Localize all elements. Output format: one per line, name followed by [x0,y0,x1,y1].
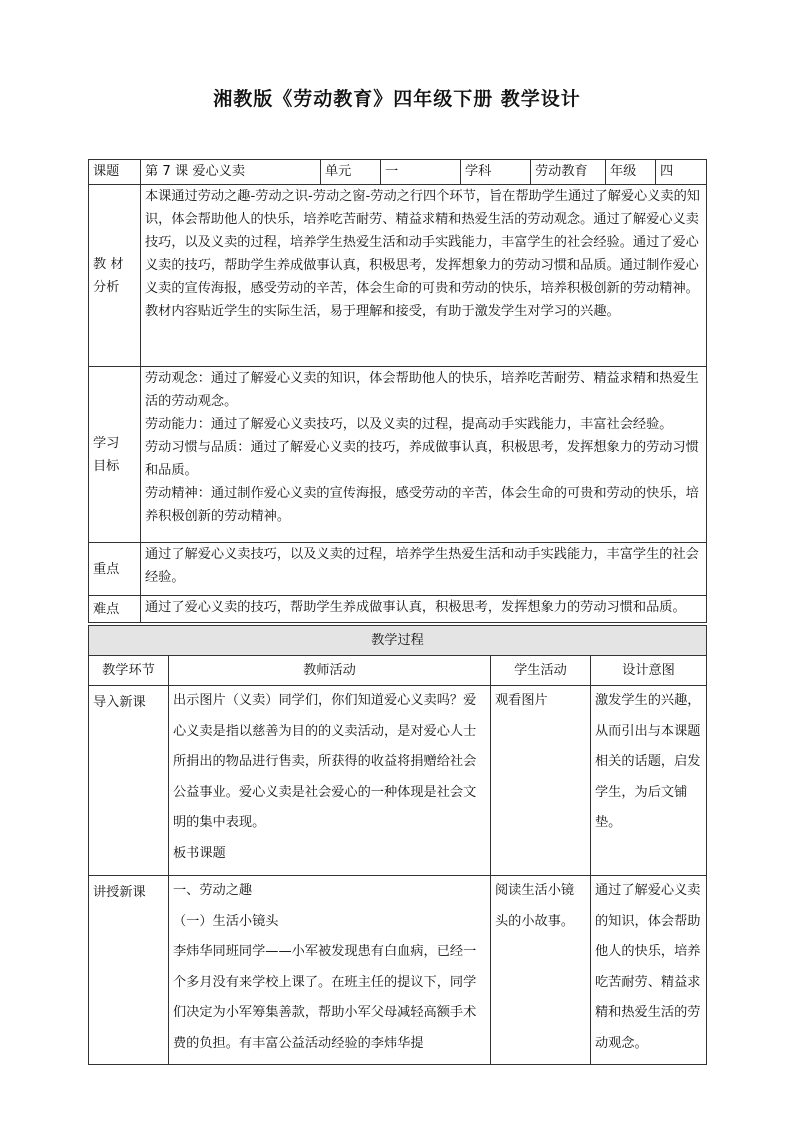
column-header-teacher: 教师活动 [169,656,491,686]
process-row-new-lesson [89,876,707,1065]
subject-value: 劳动教育 [531,160,606,185]
grade-label: 年级 [606,160,656,185]
analysis-row [89,185,707,367]
analysis-text: 本课通过劳动之趣-劳动之识-劳动之窗-劳动之行四个环节，旨在帮助学生通过了解爱心义卖的知识，体会帮助他人的快乐，培养吃苦耐劳、精益求精和热爱生活的劳动观念。通过了解爱心义卖技巧，以及义卖的过程，培养学生热爱生活和动手实践能力，丰富学生的社会经验。通过了爱心义卖的技巧，帮助学生养成做事认真，积极思考，发挥想象力的劳动习惯和品质。通过制作爱心义卖的宣传海报，感受劳动的辛苦，体会生命的可贵和劳动的快乐，培养积极创新的劳动精神。教材内容贴近学生的实际生活，易于理解和接受，有助于激发学生对学习的兴趣。 [141,185,707,367]
lesson-label: 课题 [89,160,141,185]
difficulties-label: 难点 [89,596,141,623]
process-columns-row [89,656,707,686]
key-points-label: 重点 [89,543,141,596]
process-header-row [89,626,707,656]
objectives-label: 学习 目标 [89,367,141,543]
grade-value: 四 [656,160,707,185]
analysis-label: 教 材 分析 [89,185,141,367]
unit-label: 单元 [321,160,381,185]
difficulties-row [89,596,707,623]
teacher-activity: 出示图片（义卖）同学们，你们知道爱心义卖吗？爱心义卖是指以慈善为目的的义卖活动，是对爱心人士所捐出的物品进行售卖，所获得的收益将捐赠给社会公益事业。爱心义卖是社会爱心的一种体现是社会文明的集中表现。 板书课题 [169,686,491,876]
design-intent: 通过了解爱心义卖的知识，体会帮助他人的快乐，培养吃苦耐劳、精益求精和热爱生活的劳动观念。 [591,876,707,1065]
student-activity: 观看图片 [491,686,591,876]
objectives-row [89,367,707,543]
process-row-intro [89,686,707,876]
objective-item: 劳动精神：通过制作爱心义卖的宣传海报，感受劳动的辛苦，体会生命的可贵和劳动的快乐，培养积极创新的劳动精神。 [145,486,699,524]
column-header-stage: 教学环节 [89,656,169,686]
subject-label: 学科 [461,160,531,185]
key-points-text: 通过了解爱心义卖技巧，以及义卖的过程，培养学生热爱生活和动手实践能力，丰富学生的社会经验。 [141,543,707,596]
difficulties-text: 通过了爱心义卖的技巧，帮助学生养成做事认真，积极思考，发挥想象力的劳动习惯和品质。 [141,596,707,623]
objectives-list [141,367,707,543]
column-header-intent: 设计意图 [591,656,707,686]
student-activity: 阅读生活小镜头的小故事。 [491,876,591,1065]
lesson-value: 第 7 课 爱心义卖 [141,160,321,185]
process-table [88,625,707,1065]
process-header: 教学过程 [89,626,707,656]
column-header-student: 学生活动 [491,656,591,686]
header-row [89,160,707,185]
document-title: 湘教版《劳动教育》四年级下册 教学设计 [213,88,581,110]
stage-cell: 导入新课 [89,686,169,876]
stage-cell: 讲授新课 [89,876,169,1065]
teacher-activity: 一、劳动之趣 （一）生活小镜头 李炜华同班同学——小军被发现患有白血病，已经一个多月没有来学校上课了。在班主任的提议下，同学们决定为小军筹集善款，帮助小军父母减轻高额手术费的负担。有丰富公益活动经验的李炜华提 [169,876,491,1065]
design-intent: 激发学生的兴趣，从而引出与本课题相关的话题，启发学生，为后文铺垫。 [591,686,707,876]
overview-table [88,159,707,623]
unit-value: 一 [381,160,461,185]
key-points-row [89,543,707,596]
objective-item: 劳动能力：通过了解爱心义卖技巧，以及义卖的过程，提高动手实践能力，丰富社会经验。 [145,417,673,432]
objective-item: 劳动观念：通过了解爱心义卖的知识，体会帮助他人的快乐，培养吃苦耐劳、精益求精和热爱生活的劳动观念。 [145,371,699,409]
objective-item: 劳动习惯与品质：通过了解爱心义卖的技巧，养成做事认真，积极思考，发挥想象力的劳动习惯和品质。 [145,440,699,478]
